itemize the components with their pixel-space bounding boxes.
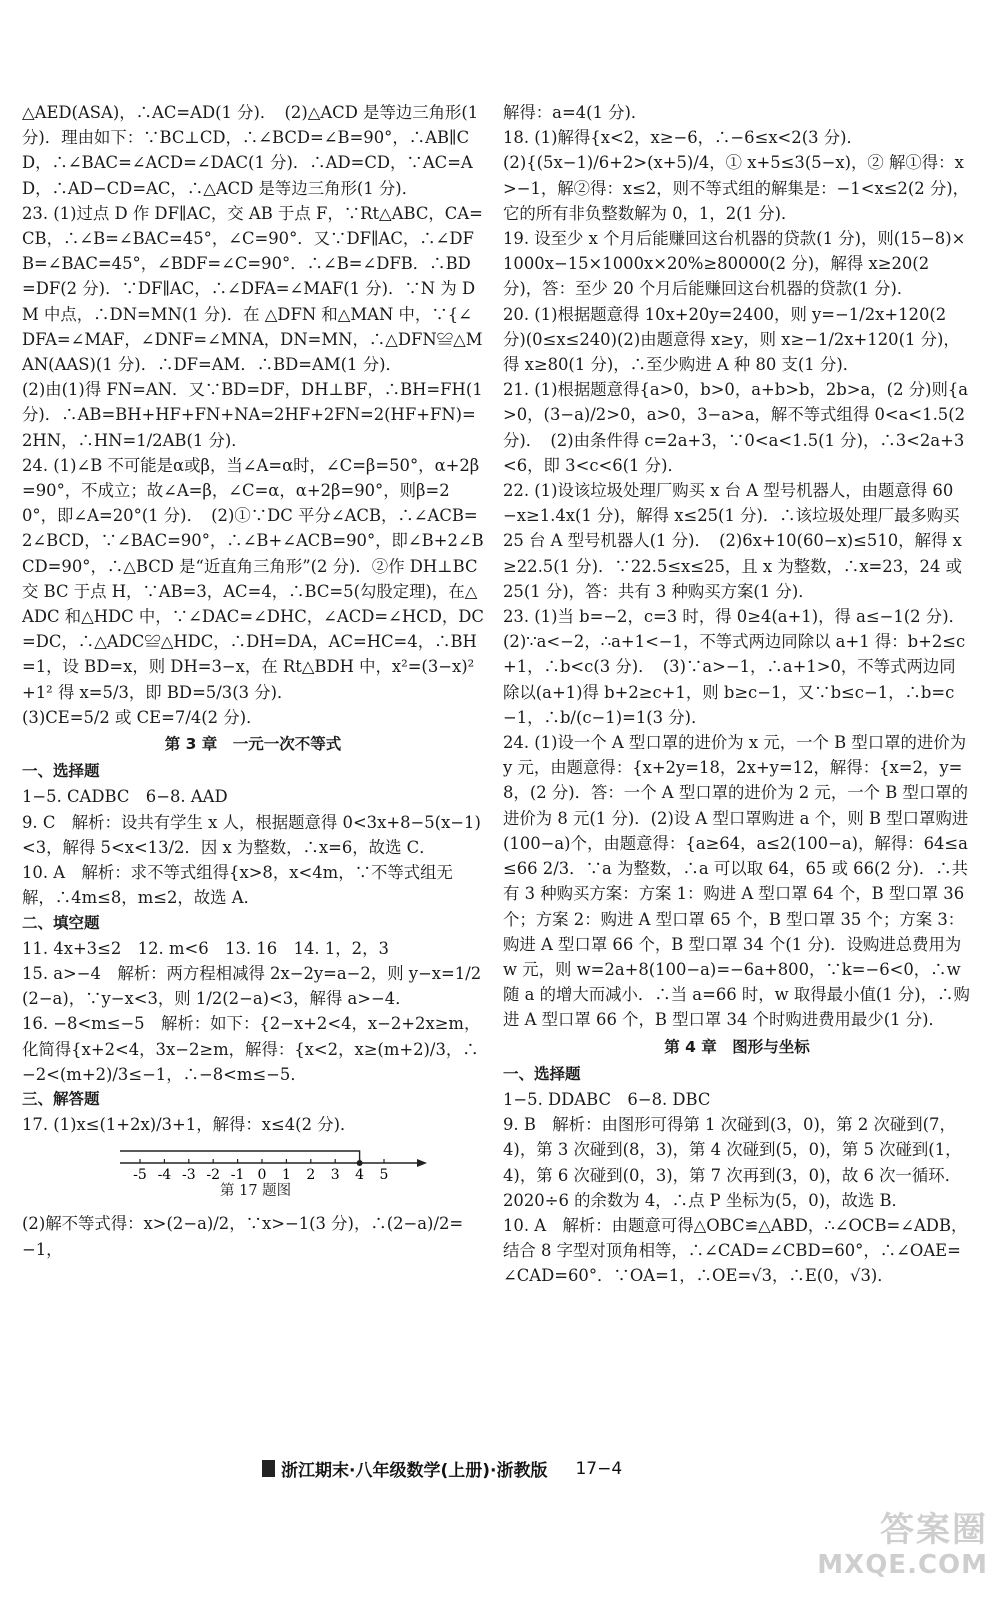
- chapter-heading: 第 3 章 一元一次不等式: [164, 735, 342, 754]
- left-column: [22, 100, 484, 1262]
- number-line-tick-label: 3: [330, 1167, 340, 1182]
- answer-paragraph: 16. −8<m≤−5 解析：如下：{2−x+2<4，x−2+2x≥m，化简得{x+2<4，3x−2≥m，解得：{x<2，x≥(m+2)/3，∴−2<(m+2)/3≤−1，∴−8<m≤−5．: [22, 1014, 481, 1084]
- answer-paragraph: 11. 4x+3≤2 12. m<6 13. 16 14. 1，2，3: [22, 938, 389, 958]
- chapter-heading: 第 4 章 图形与坐标: [664, 1037, 810, 1056]
- answer-paragraph: (2)解不等式得：x>(2−a)/2，∵x>−1(3 分)，∴(2−a)/2=−1，: [22, 1214, 464, 1259]
- footer-title: 浙江期末·八年级数学(上册)·浙教版: [281, 1461, 548, 1481]
- answer-paragraph: 1−5. CADBC 6−8. AAD: [22, 787, 228, 807]
- footer-square-icon: [262, 1460, 275, 1477]
- number-line-tick-label: 0: [257, 1167, 267, 1182]
- answer-paragraph: (2)由(1)得 FN=AN．又∵BD=DF，DH⊥BF，∴BH=FH(1 分)．∴AB=BH+HF+FN+NA=2HF+2FN=2(HF+FN)=2HN，∴HN=1/2AB(1 分)．: [22, 380, 483, 450]
- number-line-tick-label: 2: [306, 1167, 316, 1182]
- solution-endpoint: [357, 1160, 363, 1166]
- number-line-tick-label: -1: [230, 1167, 245, 1182]
- section-heading: 一、选择题: [22, 762, 100, 781]
- figure-caption: 第 17 题图: [220, 1183, 292, 1200]
- answer-paragraph: 19. 设至少 x 个月后能赚回这台机器的贷款(1 分)，则(15−8)×1000x−15×1000x×20%≥80000(2 分)，解得 x≥20(2 分)，答：至少 20 个月后能赚回这台机器的贷款(1 分)．: [503, 229, 966, 299]
- right-column: [503, 100, 971, 1289]
- number-line-tick-label: -3: [181, 1167, 196, 1182]
- answer-paragraph: 18. (1)解得{x<2，x≥−6，∴−6≤x<2(3 分)．: [503, 128, 863, 148]
- answer-paragraph: 15. a>−4 解析：两方程相减得 2x−2y=a−2，则 y−x=1/2(2−a)，∵y−x<3，则 1/2(2−a)<3，解得 a>−4．: [22, 963, 482, 1009]
- number-line-tick-label: 4: [355, 1167, 365, 1182]
- answer-paragraph: 17. (1)x≤(1+2x)/3+1，解得：x≤4(2 分)．: [22, 1115, 357, 1135]
- number-line-tick-label: 5: [379, 1167, 389, 1182]
- answer-paragraph: 22. (1)设该垃圾处理厂购买 x 台 A 型号机器人，由题意得 60−x≥1.4x(1 分)，解得 x≤25(1 分)．∴该垃圾处理厂最多购买 25 台 A 型号机器人(1 分)． (2)6x+10(60−x)≤510，解得 x≥22.5(1 分)．∵22.5≤x≤25，且 x 为整数，∴x=23，24 或 25(1 分)，答：共有 3 种购买方案(1 分)．: [503, 481, 962, 601]
- watermark-text: 答案圈: [880, 1510, 988, 1550]
- answer-paragraph: 1−5. DDABC 6−8. DBC: [503, 1089, 711, 1109]
- answer-paragraph: 24. (1)设一个 A 型口罩的进价为 x 元，一个 B 型口罩的进价为 y 元，由题意得：{x+2y=18，2x+y=12，解得：{x=2，y=8，(2 分)．答：一个 A 型口罩的进价为 2 元，一个 B 型口罩的进价为 8 元(1 分)．(2)设 A 型口罩购进 a 个，则 B 型口罩购进(100−a)个，由题意得：{a≥64，a≤2(100−a)，解得：64≤a≤66 2/3．∵a 为整数，∴a 可以取 64，65 或 66(2 分)．∴共有 3 种购买方案：方案 1：购进 A 型口罩 64 个，B 型口罩 36 个；方案 2：购进 A 型口罩 65 个，B 型口罩 35 个；方案 3：购进 A 型口罩 66 个，B 型口罩 34 个(1 分)．设购进总费用为 w 元，则 w=2a+8(100−a)=−6a+800，∵k=−6<0，∴w 随 a 的增大而减小．∴当 a=66 时，w 取得最小值(1 分)，∴购进 A 型口罩 66 个，B 型口罩 34 个时购进费用最少(1 分)．: [503, 733, 970, 1030]
- answer-paragraph: 20. (1)根据题意得 10x+20y=2400，则 y=−1/2x+120(2 分)(0≤x≤240)(2)由题意得 x≥y，则 x≥−1/2x+120(1 分)，得 x≥80(1 分)，∴至少购进 A 种 80 支(1 分)．: [503, 304, 960, 375]
- answer-paragraph: 9. B 解析：由图形可得第 1 次碰到(3，0)，第 2 次碰到(7，4)，第 3 次碰到(8，3)，第 4 次碰到(5，0)，第 5 次碰到(1，4)，第 6 次碰到(0，3)，第 7 次再到(3，0)，故 6 次一循环．2020÷6 的余数为 4，∴点 P 坐标为(5，0)，故选 B．: [503, 1115, 962, 1210]
- watermark-logo: [808, 1510, 988, 1594]
- section-heading: 三、解答题: [22, 1089, 100, 1108]
- number-line-tick-label: -4: [157, 1167, 172, 1182]
- answer-paragraph: (2){(5x−1)/6+2>(x+5)/4，① x+5≤3(5−x)，② 解①得：x>−1，解②得：x≤2，则不等式组的解集是：−1<x≤2(2 分)，它的所有非负整数解为 0，1，2(1 分)．: [503, 153, 970, 223]
- number-line-tick-label: 1: [281, 1167, 291, 1182]
- section-heading: 二、填空题: [22, 913, 100, 932]
- answer-paragraph: 21. (1)根据题意得{a>0，b>0，a+b>b，2b>a，(2 分)则{a>0，(3−a)/2>0，a>0，3−a>a，解不等式组得 0<a<1.5(2 分)． (2)由条件得 c=2a+3，∵0<a<1.5(1 分)，∴3<2a+3<6，即 3<c<6(1 分)．: [503, 380, 969, 475]
- page-footer: [262, 1456, 622, 1481]
- answer-paragraph: △AED(ASA)，∴AC=AD(1 分)． (2)△ACD 是等边三角形(1 分)．理由如下：∵BC⊥CD，∴∠BCD=∠B=90°，∴AB∥CD，∴∠BAC=∠ACD=∠DAC(1 分)．∴AD=CD，∵AC=AD，∴AD−CD=AC，∴△ACD 是等边三角形(1 分)．: [22, 103, 479, 198]
- answer-paragraph: 9. C 解析：设共有学生 x 人，根据题意得 0<3x+8−5(x−1)<3，解得 5<x<13/2．因 x 为整数，∴x=6，故选 C．: [22, 812, 481, 857]
- solution-ray: [120, 1151, 360, 1163]
- section-heading: 一、选择题: [503, 1064, 581, 1083]
- watermark-url: MXQE.COM: [817, 1550, 988, 1580]
- answer-paragraph: 23. (1)过点 D 作 DF∥AC，交 AB 于点 F，∵Rt△ABC，CA=CB，∴∠B=∠BAC=45°，∠C=90°．又∵DF∥AC，∴∠DFB=∠BAC=45°，∠BDF=∠C=90°．∴∠B=∠DFB．∴BD=DF(2 分)．∵DF∥AC，∴∠DFA=∠MAF(1 分)．∵N 为 DM 中点，∴DN=MN(1 分)．在 △DFN 和△MAN 中，∵{∠DFA=∠MAF，∠DNF=∠MNA，DN=MN，∴△DFN≌△MAN(AAS)(1 分)．∴DF=AM．∴BD=AM(1 分)．: [22, 203, 483, 375]
- number-line-figure: [22, 1139, 484, 1205]
- number-line-arrow-icon: [417, 1159, 427, 1167]
- answer-paragraph: 10. A 解析：由题意可得△OBC≌△ABD，∴∠OCB=∠ADB，结合 8 字型对顶角相等，∴∠CAD=∠CBD=60°，∴∠OAE=∠CAD=60°．∵OA=1，∴OE=√3，∴E(0，√3)．: [503, 1215, 968, 1286]
- number-line-tick-label: -5: [133, 1167, 147, 1182]
- number-line: [112, 1139, 432, 1181]
- answer-paragraph: 解得：a=4(1 分)．: [503, 103, 648, 122]
- answer-paragraph: (2)∵a<−2，∴a+1<−1，不等式两边同除以 a+1 得：b+2≤c+1，∴b<c(3 分)． (3)∵a>−1，∴a+1>0，不等式两边同除以(a+1)得 b+2≥c+1，则 b≥c−1，又∵b≤c−1，∴b=c−1，∴b/(c−1)=1(3 分)．: [503, 632, 966, 727]
- number-line-tick-label: -2: [206, 1167, 221, 1182]
- answer-paragraph: (3)CE=5/2 或 CE=7/4(2 分)．: [22, 707, 263, 727]
- answer-paragraph: 10. A 解析：求不等式组得{x>8，x<4m，∵不等式组无解，∴4m≤8，m≤2，故选 A．: [22, 863, 453, 908]
- page-number: 17−4: [575, 1458, 623, 1479]
- answer-paragraph: 24. (1)∠B 不可能是α或β，当∠A=α时，∠C=β=50°，α+2β=90°，不成立；故∠A=β，∠C=α，α+2β=90°，则β=20°，即∠A=20°(1 分)． (2)①∵DC 平分∠ACB，∴∠ACB=2∠BCD，∵∠BAC=90°，∴∠B+∠ACB=90°，即∠B+2∠BCD=90°，∴△BCD 是“近直角三角形”(2 分)．②作 DH⊥BC 交 BC 于点 H，∵AB=3，AC=4，∴BC=5(勾股定理)，在△ADC 和△HDC 中，∵∠DAC=∠DHC，∠ACD=∠HCD，DC=DC，∴△ADC≌△HDC，∴DH=DA，AC=HC=4，∴BH=1，设 BD=x，则 DH=3−x，在 Rt△BDH 中，x²=(3−x)²+1² 得 x=5/3，即 BD=5/3(3 分)．: [22, 455, 484, 702]
- answer-paragraph: 23. (1)当 b=−2，c=3 时，得 0≥4(a+1)，得 a≤−1(2 分)．: [503, 607, 965, 627]
